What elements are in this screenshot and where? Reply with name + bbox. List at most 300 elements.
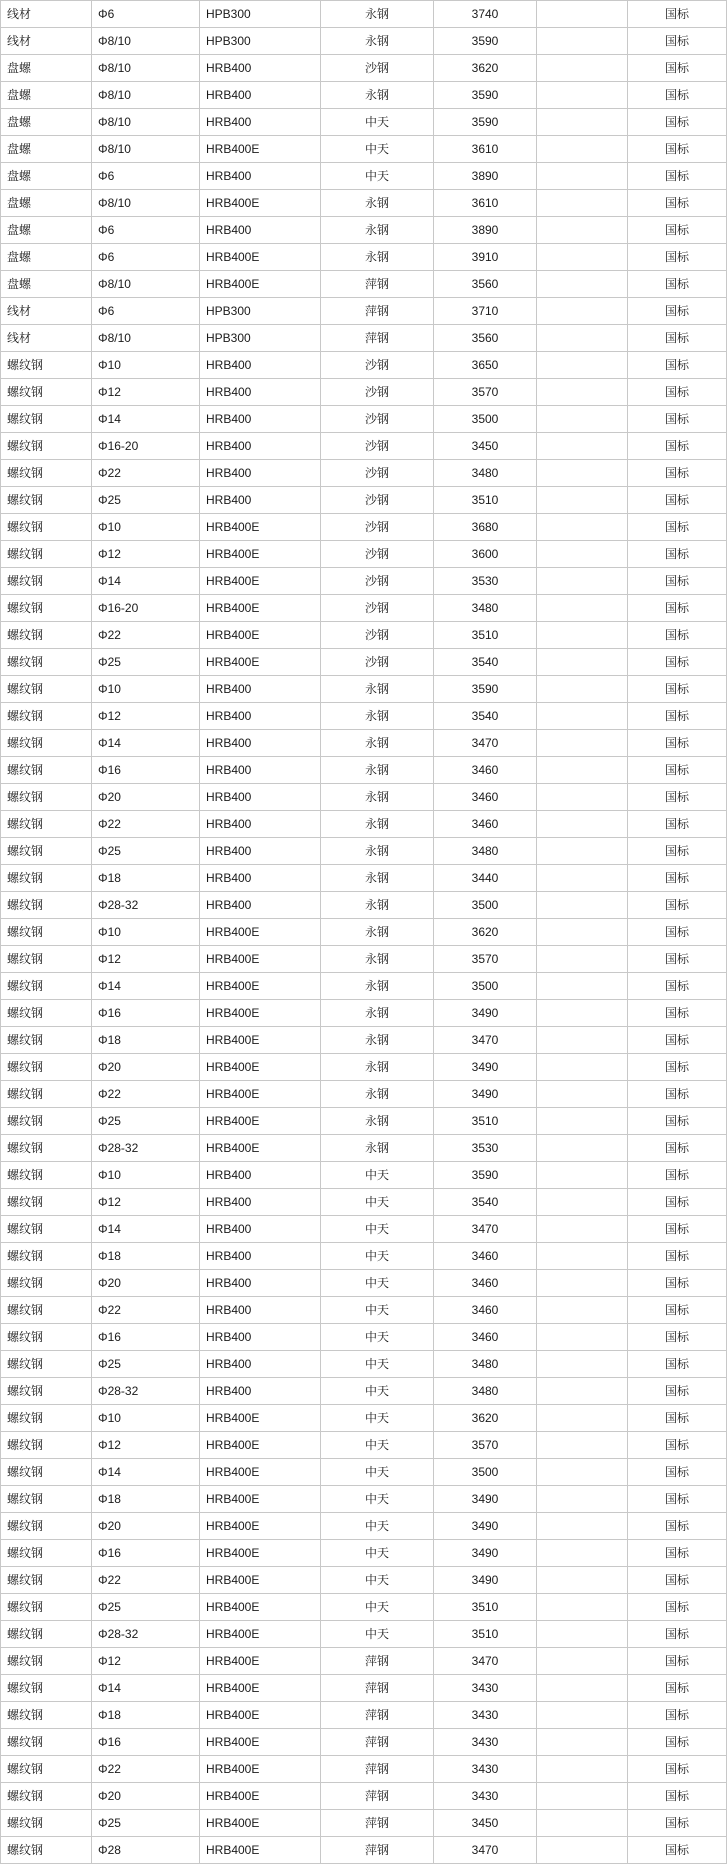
cell-spec: Φ25 (92, 487, 200, 514)
table-row (1, 1, 727, 28)
cell-product: 盘螺 (1, 55, 92, 82)
cell-spec: Φ8/10 (92, 325, 200, 352)
cell-product: 螺纹钢 (1, 1270, 92, 1297)
cell-mill: 中天 (321, 1162, 434, 1189)
table-row (1, 568, 727, 595)
cell-mill: 沙钢 (321, 433, 434, 460)
cell-product: 螺纹钢 (1, 919, 92, 946)
table-row (1, 1162, 727, 1189)
cell-blank (537, 1216, 628, 1243)
cell-mill: 永钢 (321, 784, 434, 811)
cell-mill: 永钢 (321, 892, 434, 919)
table-row (1, 406, 727, 433)
cell-spec: Φ20 (92, 1270, 200, 1297)
cell-mill: 沙钢 (321, 406, 434, 433)
cell-spec: Φ20 (92, 1513, 200, 1540)
cell-grade: HRB400 (200, 892, 321, 919)
table-row (1, 865, 727, 892)
cell-price: 3430 (434, 1756, 537, 1783)
cell-grade: HRB400E (200, 514, 321, 541)
cell-mill: 永钢 (321, 244, 434, 271)
cell-standard: 国标 (628, 1837, 727, 1864)
cell-price: 3470 (434, 730, 537, 757)
cell-standard: 国标 (628, 1135, 727, 1162)
cell-mill: 沙钢 (321, 595, 434, 622)
cell-mill: 中天 (321, 1378, 434, 1405)
cell-price: 3590 (434, 82, 537, 109)
cell-price: 3590 (434, 676, 537, 703)
cell-blank (537, 1621, 628, 1648)
cell-blank (537, 595, 628, 622)
cell-grade: HRB400E (200, 622, 321, 649)
cell-price: 3620 (434, 919, 537, 946)
cell-price: 3490 (434, 1567, 537, 1594)
cell-price: 3610 (434, 190, 537, 217)
cell-price: 3450 (434, 433, 537, 460)
cell-spec: Φ25 (92, 1351, 200, 1378)
cell-spec: Φ22 (92, 1081, 200, 1108)
cell-standard: 国标 (628, 784, 727, 811)
cell-spec: Φ10 (92, 1405, 200, 1432)
cell-grade: HRB400 (200, 217, 321, 244)
cell-spec: Φ8/10 (92, 109, 200, 136)
cell-blank (537, 1, 628, 28)
cell-spec: Φ16-20 (92, 433, 200, 460)
table-row (1, 1351, 727, 1378)
cell-mill: 沙钢 (321, 460, 434, 487)
cell-price: 3570 (434, 379, 537, 406)
cell-spec: Φ14 (92, 568, 200, 595)
cell-blank (537, 1756, 628, 1783)
cell-mill: 中天 (321, 1621, 434, 1648)
cell-standard: 国标 (628, 676, 727, 703)
cell-standard: 国标 (628, 1486, 727, 1513)
cell-product: 螺纹钢 (1, 1297, 92, 1324)
cell-price: 3490 (434, 1486, 537, 1513)
cell-blank (537, 298, 628, 325)
cell-standard: 国标 (628, 109, 727, 136)
cell-price: 3500 (434, 892, 537, 919)
table-row (1, 730, 727, 757)
cell-standard: 国标 (628, 1027, 727, 1054)
cell-grade: HRB400E (200, 595, 321, 622)
cell-spec: Φ12 (92, 541, 200, 568)
cell-blank (537, 244, 628, 271)
cell-standard: 国标 (628, 811, 727, 838)
cell-standard: 国标 (628, 460, 727, 487)
cell-spec: Φ10 (92, 1162, 200, 1189)
cell-product: 螺纹钢 (1, 811, 92, 838)
cell-mill: 永钢 (321, 946, 434, 973)
cell-grade: HRB400 (200, 487, 321, 514)
cell-mill: 中天 (321, 1351, 434, 1378)
cell-price: 3510 (434, 1108, 537, 1135)
cell-blank (537, 730, 628, 757)
cell-mill: 永钢 (321, 82, 434, 109)
cell-grade: HRB400 (200, 784, 321, 811)
cell-blank (537, 1135, 628, 1162)
cell-standard: 国标 (628, 703, 727, 730)
cell-standard: 国标 (628, 82, 727, 109)
cell-grade: HRB400E (200, 1594, 321, 1621)
table-row (1, 190, 727, 217)
cell-grade: HRB400 (200, 406, 321, 433)
cell-product: 螺纹钢 (1, 1675, 92, 1702)
cell-blank (537, 163, 628, 190)
cell-price: 3480 (434, 1351, 537, 1378)
table-row (1, 1378, 727, 1405)
cell-mill: 萍钢 (321, 1675, 434, 1702)
cell-spec: Φ14 (92, 1216, 200, 1243)
cell-spec: Φ25 (92, 1108, 200, 1135)
table-row (1, 82, 727, 109)
cell-standard: 国标 (628, 1675, 727, 1702)
cell-grade: HRB400E (200, 1783, 321, 1810)
cell-product: 螺纹钢 (1, 1378, 92, 1405)
cell-blank (537, 487, 628, 514)
cell-standard: 国标 (628, 514, 727, 541)
cell-standard: 国标 (628, 1108, 727, 1135)
cell-spec: Φ25 (92, 1810, 200, 1837)
table-row (1, 1729, 727, 1756)
cell-price: 3540 (434, 703, 537, 730)
cell-mill: 永钢 (321, 1, 434, 28)
cell-standard: 国标 (628, 946, 727, 973)
cell-product: 螺纹钢 (1, 757, 92, 784)
cell-spec: Φ12 (92, 703, 200, 730)
cell-standard: 国标 (628, 1, 727, 28)
cell-mill: 永钢 (321, 838, 434, 865)
cell-spec: Φ12 (92, 946, 200, 973)
table-row (1, 622, 727, 649)
cell-price: 3530 (434, 1135, 537, 1162)
cell-product: 螺纹钢 (1, 1540, 92, 1567)
table-row (1, 1810, 727, 1837)
cell-grade: HRB400E (200, 271, 321, 298)
cell-blank (537, 1783, 628, 1810)
cell-grade: HRB400E (200, 568, 321, 595)
cell-standard: 国标 (628, 1540, 727, 1567)
cell-price: 3500 (434, 973, 537, 1000)
cell-product: 盘螺 (1, 190, 92, 217)
table-row (1, 1486, 727, 1513)
cell-product: 螺纹钢 (1, 1189, 92, 1216)
cell-spec: Φ8/10 (92, 271, 200, 298)
cell-grade: HRB400 (200, 1162, 321, 1189)
cell-price: 3430 (434, 1783, 537, 1810)
cell-standard: 国标 (628, 1594, 727, 1621)
cell-grade: HRB400E (200, 1432, 321, 1459)
cell-blank (537, 1837, 628, 1864)
cell-blank (537, 541, 628, 568)
cell-mill: 永钢 (321, 676, 434, 703)
cell-standard: 国标 (628, 865, 727, 892)
cell-standard: 国标 (628, 1513, 727, 1540)
table-row (1, 514, 727, 541)
cell-standard: 国标 (628, 1324, 727, 1351)
cell-spec: Φ18 (92, 1702, 200, 1729)
cell-mill: 沙钢 (321, 514, 434, 541)
table-body (1, 1, 727, 1864)
cell-blank (537, 1027, 628, 1054)
cell-spec: Φ10 (92, 352, 200, 379)
cell-spec: Φ16-20 (92, 595, 200, 622)
cell-price: 3590 (434, 1162, 537, 1189)
cell-mill: 中天 (321, 1594, 434, 1621)
cell-grade: HRB400E (200, 1540, 321, 1567)
cell-price: 3610 (434, 136, 537, 163)
cell-standard: 国标 (628, 541, 727, 568)
cell-price: 3510 (434, 487, 537, 514)
cell-spec: Φ6 (92, 244, 200, 271)
cell-blank (537, 1324, 628, 1351)
cell-product: 螺纹钢 (1, 1729, 92, 1756)
cell-blank (537, 379, 628, 406)
cell-blank (537, 1162, 628, 1189)
cell-price: 3460 (434, 1297, 537, 1324)
cell-price: 3490 (434, 1081, 537, 1108)
cell-product: 螺纹钢 (1, 1081, 92, 1108)
cell-price: 3620 (434, 55, 537, 82)
cell-grade: HRB400E (200, 1756, 321, 1783)
table-row (1, 649, 727, 676)
cell-standard: 国标 (628, 406, 727, 433)
cell-blank (537, 1054, 628, 1081)
cell-grade: HRB400E (200, 649, 321, 676)
cell-standard: 国标 (628, 1783, 727, 1810)
cell-standard: 国标 (628, 352, 727, 379)
table-row (1, 1459, 727, 1486)
cell-mill: 永钢 (321, 919, 434, 946)
cell-standard: 国标 (628, 190, 727, 217)
cell-grade: HRB400 (200, 1378, 321, 1405)
table-row (1, 757, 727, 784)
cell-product: 螺纹钢 (1, 1216, 92, 1243)
cell-product: 螺纹钢 (1, 1054, 92, 1081)
cell-mill: 萍钢 (321, 1702, 434, 1729)
cell-blank (537, 82, 628, 109)
cell-mill: 萍钢 (321, 325, 434, 352)
cell-blank (537, 325, 628, 352)
table-row (1, 487, 727, 514)
cell-product: 盘螺 (1, 136, 92, 163)
cell-standard: 国标 (628, 217, 727, 244)
cell-spec: Φ12 (92, 1189, 200, 1216)
cell-spec: Φ16 (92, 1540, 200, 1567)
cell-spec: Φ10 (92, 514, 200, 541)
cell-spec: Φ8/10 (92, 190, 200, 217)
cell-standard: 国标 (628, 1189, 727, 1216)
cell-grade: HRB400E (200, 919, 321, 946)
table-row (1, 1027, 727, 1054)
cell-price: 3590 (434, 109, 537, 136)
table-row (1, 1756, 727, 1783)
cell-grade: HRB400 (200, 1324, 321, 1351)
cell-standard: 国标 (628, 1054, 727, 1081)
cell-spec: Φ22 (92, 460, 200, 487)
cell-price: 3600 (434, 541, 537, 568)
table-row (1, 460, 727, 487)
cell-mill: 萍钢 (321, 1810, 434, 1837)
cell-blank (537, 1189, 628, 1216)
table-row (1, 1324, 727, 1351)
cell-mill: 中天 (321, 1189, 434, 1216)
cell-standard: 国标 (628, 1216, 727, 1243)
cell-grade: HRB400E (200, 1000, 321, 1027)
cell-product: 螺纹钢 (1, 487, 92, 514)
cell-product: 螺纹钢 (1, 838, 92, 865)
table-row (1, 1000, 727, 1027)
cell-standard: 国标 (628, 1351, 727, 1378)
cell-mill: 沙钢 (321, 649, 434, 676)
cell-grade: HRB400 (200, 109, 321, 136)
cell-spec: Φ14 (92, 973, 200, 1000)
cell-mill: 萍钢 (321, 298, 434, 325)
table-row (1, 919, 727, 946)
cell-price: 3460 (434, 784, 537, 811)
cell-blank (537, 433, 628, 460)
cell-mill: 永钢 (321, 1000, 434, 1027)
cell-price: 3460 (434, 1324, 537, 1351)
cell-price: 3570 (434, 1432, 537, 1459)
cell-spec: Φ20 (92, 784, 200, 811)
cell-grade: HRB400 (200, 1270, 321, 1297)
cell-grade: HRB400E (200, 1810, 321, 1837)
cell-product: 螺纹钢 (1, 1567, 92, 1594)
cell-grade: HRB400 (200, 460, 321, 487)
cell-spec: Φ22 (92, 811, 200, 838)
table-row (1, 703, 727, 730)
cell-mill: 中天 (321, 1540, 434, 1567)
cell-grade: HRB400E (200, 1135, 321, 1162)
cell-product: 螺纹钢 (1, 649, 92, 676)
cell-price: 3510 (434, 1621, 537, 1648)
cell-blank (537, 136, 628, 163)
cell-mill: 永钢 (321, 1027, 434, 1054)
cell-product: 螺纹钢 (1, 1000, 92, 1027)
cell-standard: 国标 (628, 55, 727, 82)
cell-product: 螺纹钢 (1, 1783, 92, 1810)
cell-blank (537, 838, 628, 865)
table-row (1, 379, 727, 406)
cell-blank (537, 919, 628, 946)
cell-mill: 中天 (321, 1432, 434, 1459)
cell-blank (537, 28, 628, 55)
cell-spec: Φ8/10 (92, 82, 200, 109)
cell-standard: 国标 (628, 1432, 727, 1459)
cell-product: 螺纹钢 (1, 514, 92, 541)
cell-standard: 国标 (628, 28, 727, 55)
cell-mill: 萍钢 (321, 1729, 434, 1756)
cell-standard: 国标 (628, 1648, 727, 1675)
table-row (1, 1540, 727, 1567)
cell-grade: HRB400 (200, 433, 321, 460)
cell-price: 3430 (434, 1675, 537, 1702)
cell-blank (537, 190, 628, 217)
cell-mill: 沙钢 (321, 541, 434, 568)
cell-price: 3570 (434, 946, 537, 973)
cell-blank (537, 811, 628, 838)
cell-price: 3470 (434, 1648, 537, 1675)
cell-price: 3890 (434, 163, 537, 190)
cell-mill: 中天 (321, 1297, 434, 1324)
cell-spec: Φ10 (92, 676, 200, 703)
cell-grade: HRB400E (200, 1648, 321, 1675)
table-row (1, 1270, 727, 1297)
table-row (1, 1135, 727, 1162)
cell-blank (537, 1702, 628, 1729)
table-row (1, 1432, 727, 1459)
cell-standard: 国标 (628, 1405, 727, 1432)
cell-spec: Φ16 (92, 757, 200, 784)
cell-product: 螺纹钢 (1, 595, 92, 622)
cell-product: 螺纹钢 (1, 730, 92, 757)
cell-spec: Φ6 (92, 163, 200, 190)
cell-grade: HPB300 (200, 28, 321, 55)
cell-product: 盘螺 (1, 82, 92, 109)
cell-grade: HRB400E (200, 244, 321, 271)
table-row (1, 1297, 727, 1324)
cell-spec: Φ20 (92, 1783, 200, 1810)
cell-product: 盘螺 (1, 271, 92, 298)
cell-product: 螺纹钢 (1, 1459, 92, 1486)
cell-spec: Φ18 (92, 1243, 200, 1270)
cell-product: 螺纹钢 (1, 1837, 92, 1864)
cell-mill: 永钢 (321, 730, 434, 757)
cell-blank (537, 55, 628, 82)
cell-blank (537, 271, 628, 298)
cell-standard: 国标 (628, 1567, 727, 1594)
cell-price: 3470 (434, 1216, 537, 1243)
cell-grade: HRB400E (200, 190, 321, 217)
cell-product: 螺纹钢 (1, 1243, 92, 1270)
cell-grade: HRB400 (200, 730, 321, 757)
cell-mill: 永钢 (321, 811, 434, 838)
cell-standard: 国标 (628, 1081, 727, 1108)
cell-price: 3460 (434, 757, 537, 784)
cell-standard: 国标 (628, 325, 727, 352)
table-row (1, 1783, 727, 1810)
table-row (1, 109, 727, 136)
cell-blank (537, 1810, 628, 1837)
cell-price: 3430 (434, 1702, 537, 1729)
cell-mill: 永钢 (321, 28, 434, 55)
cell-mill: 中天 (321, 1216, 434, 1243)
table-row (1, 973, 727, 1000)
cell-grade: HRB400 (200, 379, 321, 406)
cell-blank (537, 1351, 628, 1378)
cell-spec: Φ22 (92, 1297, 200, 1324)
cell-mill: 中天 (321, 136, 434, 163)
cell-standard: 国标 (628, 568, 727, 595)
table-row (1, 163, 727, 190)
cell-product: 螺纹钢 (1, 1324, 92, 1351)
cell-grade: HRB400E (200, 1486, 321, 1513)
cell-price: 3440 (434, 865, 537, 892)
cell-product: 盘螺 (1, 217, 92, 244)
cell-product: 盘螺 (1, 109, 92, 136)
cell-blank (537, 1459, 628, 1486)
table-row (1, 1216, 727, 1243)
cell-blank (537, 1378, 628, 1405)
cell-grade: HRB400E (200, 1027, 321, 1054)
cell-grade: HRB400E (200, 1702, 321, 1729)
cell-blank (537, 1648, 628, 1675)
cell-price: 3620 (434, 1405, 537, 1432)
table-row (1, 217, 727, 244)
cell-grade: HRB400 (200, 703, 321, 730)
cell-standard: 国标 (628, 487, 727, 514)
